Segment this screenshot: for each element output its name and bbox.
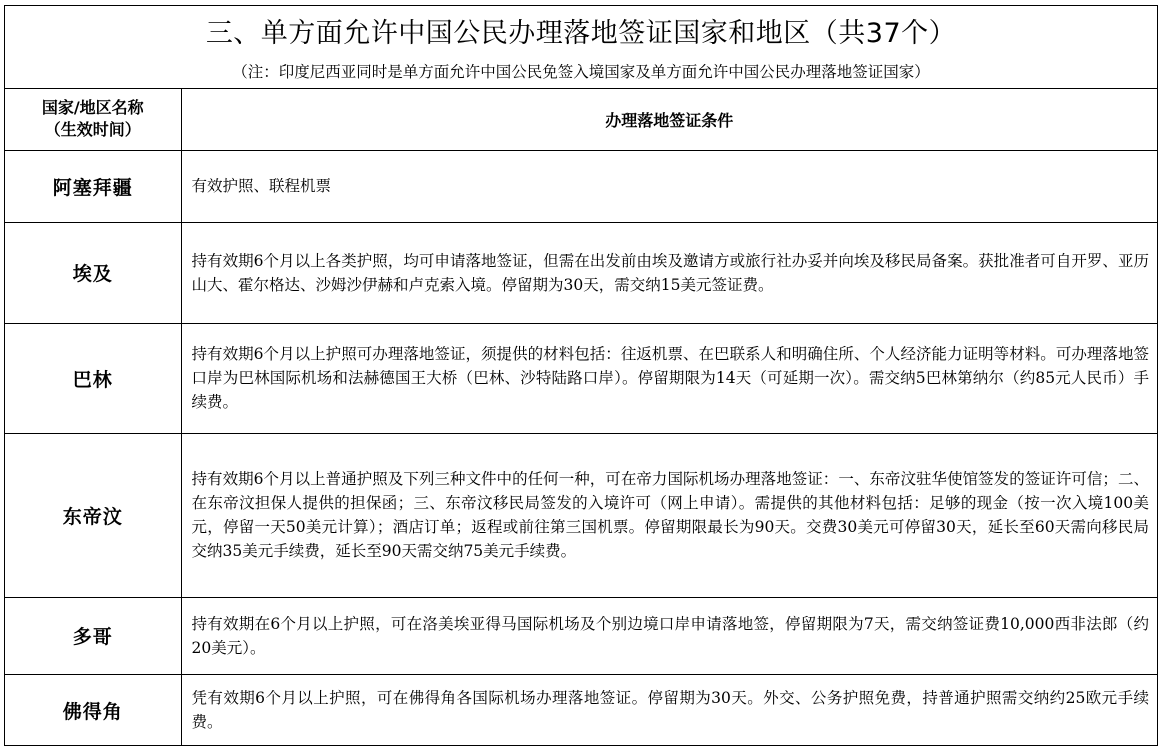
country-name: 巴林: [72, 368, 113, 391]
column-header-country: [5, 89, 181, 150]
visa-document: [4, 5, 1158, 746]
column-header-country-line1: 国家/地区名称: [41, 98, 144, 118]
country-name: 佛得角: [62, 700, 123, 723]
table-row: [5, 597, 1157, 674]
visa-conditions: 持有效期6个月以上各类护照，均可申请落地签证，但需在出发前由埃及邀请方或旅行社办妥并向埃及移民局备案。获批准者可自开罗、亚历山大、霍尔格达、沙姆沙伊赫和卢克索入境。停留期为30天，需交纳15美元签证费。: [181, 222, 1157, 323]
title-block: [5, 6, 1157, 89]
visa-conditions: 有效护照、联程机票: [181, 150, 1157, 222]
country-name: 东帝汶: [62, 505, 123, 528]
visa-conditions: 持有效期6个月以上护照可办理落地签证，须提供的材料包括：往返机票、在巴联系人和明确住所、个人经济能力证明等材料。可办理落地签口岸为巴林国际机场和法赫德国王大桥（巴林、沙特陆路口岸）。停留期限为14天（可延期一次）。需交纳5巴林第纳尔（约85元人民币）手续费。: [181, 323, 1157, 433]
visa-conditions: 持有效期在6个月以上护照，可在洛美埃亚得马国际机场及个别边境口岸申请落地签，停留期限为7天，需交纳签证费10,000西非法郎（约20美元）。: [181, 597, 1157, 674]
column-header-conditions: 办理落地签证条件: [605, 110, 734, 130]
country-name: 多哥: [72, 626, 113, 648]
column-header-country-line2: （生效时间）: [44, 120, 141, 140]
table-row: [5, 150, 1157, 222]
country-name: 阿塞拜疆: [52, 176, 133, 199]
visa-conditions: 持有效期6个月以上普通护照及下列三种文件中的任何一种，可在帝力国际机场办理落地签证：一、东帝汶驻华使馆签发的签证许可信；二、在东帝汶担保人提供的担保函；三、东帝汶移民局签发的入境许可（网上申请）。需提供的其他材料包括：足够的现金（按一次入境100美元，停留一天50美元计算）；酒店订单；返程或前往第三国机票。停留期限最长为90天。交费30美元可停留30天，延长至60天需向移民局交纳35美元手续费，延长至90天需交纳75美元手续费。: [181, 433, 1157, 597]
table-row: [5, 674, 1157, 746]
country-name: 埃及: [72, 263, 113, 285]
table-row: [5, 222, 1157, 323]
visa-table: [5, 89, 1157, 746]
page-note: （注：印度尼西亚同时是单方面允许中国公民免签入境国家及单方面允许中国公民办理落地签证国家）: [232, 63, 930, 81]
table-header-row: [5, 89, 1157, 150]
page-title: 三、单方面允许中国公民办理落地签证国家和地区（共37个）: [205, 18, 957, 49]
visa-conditions: 凭有效期6个月以上护照，可在佛得角各国际机场办理落地签证。停留期为30天。外交、公务护照免费，持普通护照需交纳约25欧元手续费。: [181, 674, 1157, 746]
table-row: [5, 433, 1157, 597]
table-row: [5, 323, 1157, 433]
